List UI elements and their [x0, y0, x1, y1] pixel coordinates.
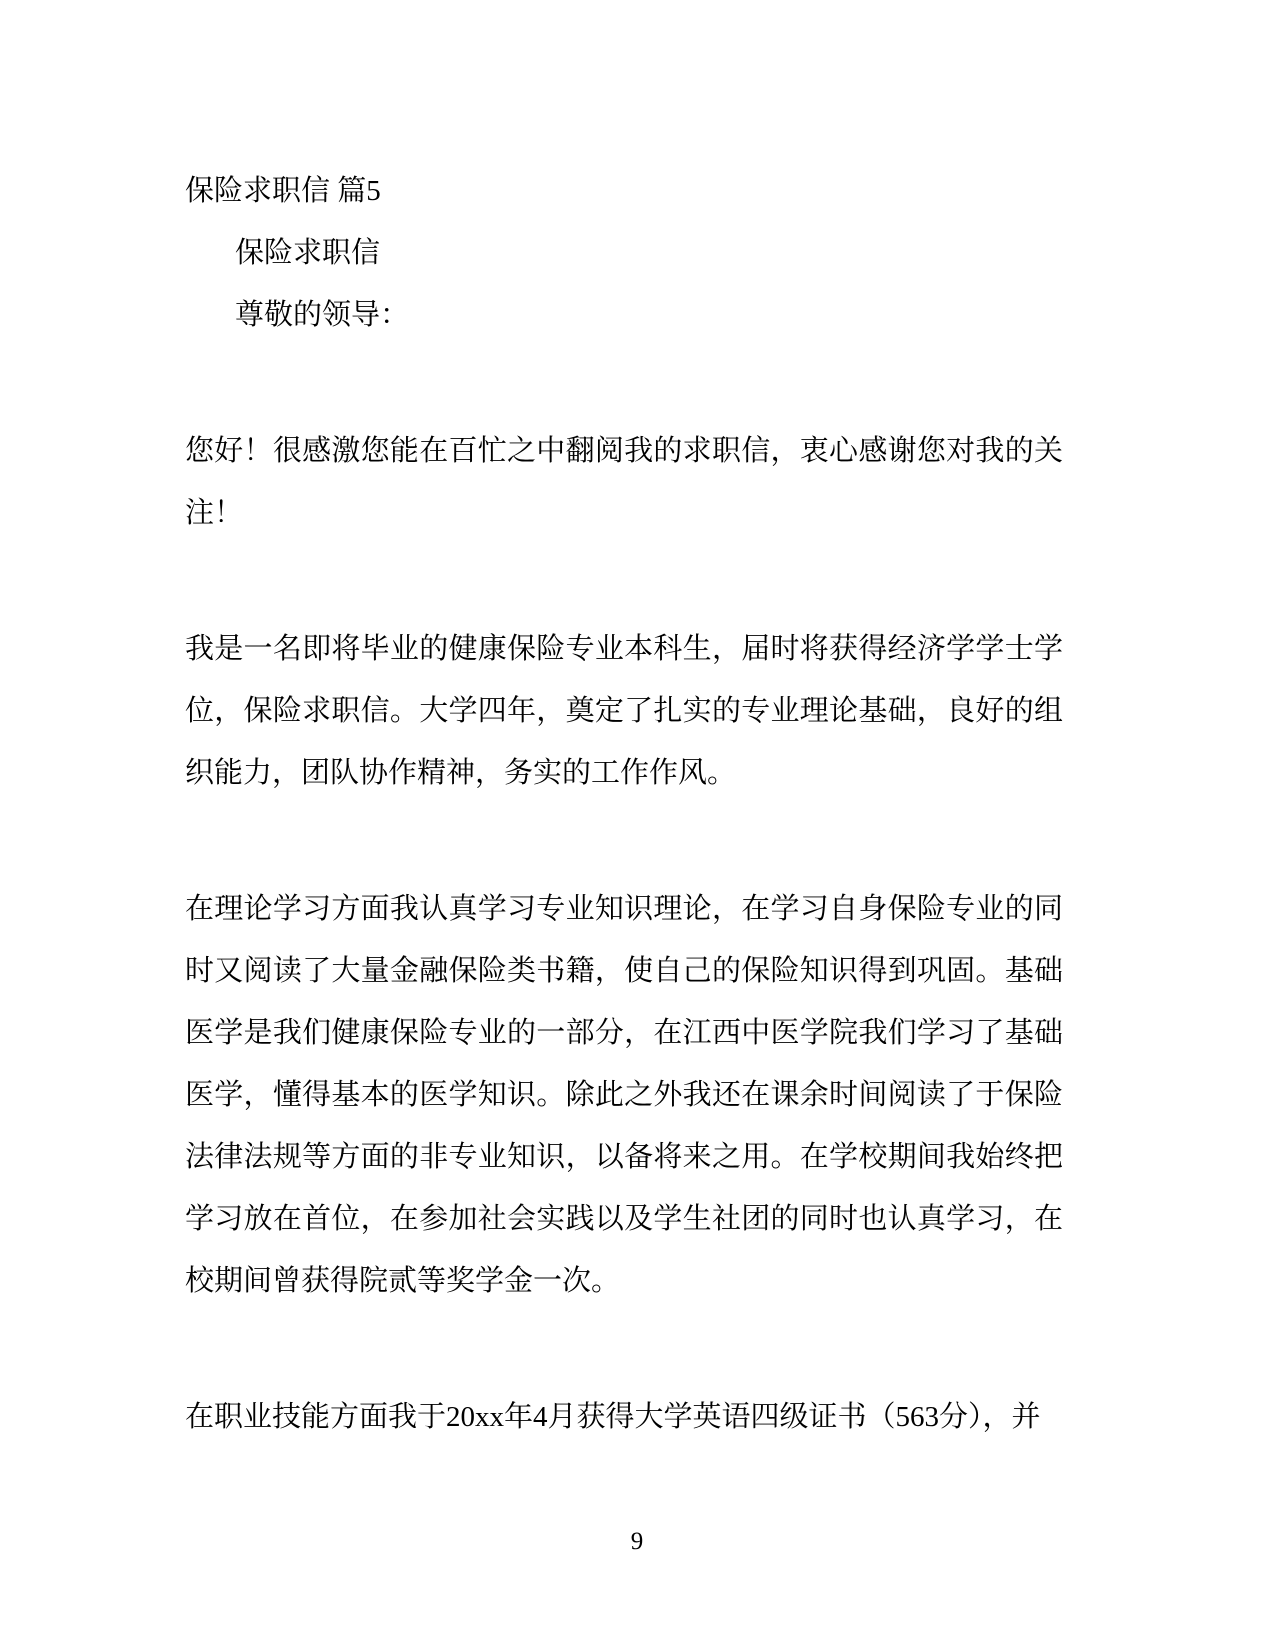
- letter-title: 保险求职信: [235, 237, 381, 269]
- paragraph-skills: 在职业技能方面我于20xx年4月获得大学英语四级证书（563分），并: [185, 1401, 1041, 1433]
- paragraph-greeting: 您好！很感激您能在百忙之中翻阅我的求职信，衷心感谢您对我的关注！: [185, 435, 1063, 529]
- section-heading: 保险求职信 篇5: [185, 175, 381, 207]
- page-number: 9: [630, 1528, 644, 1555]
- paragraph-introduction: 我是一名即将毕业的健康保险专业本科生，届时将获得经济学学士学位，保险求职信。大学四年，奠定了扎实的专业理论基础，良好的组织能力，团队协作精神，务实的工作作风。: [185, 633, 1063, 789]
- paragraph-studies: 在理论学习方面我认真学习专业知识理论，在学习自身保险专业的同时又阅读了大量金融保险类书籍，使自己的保险知识得到巩固。基础医学是我们健康保险专业的一部分，在江西中医学院我们学习了基础医学，懂得基本的医学知识。除此之外我还在课余时间阅读了于保险法律法规等方面的非专业知识，以备将来之用。在学校期间我始终把学习放在首位，在参加社会实践以及学生社团的同时也认真学习，在校期间曾获得院贰等奖学金一次。: [185, 893, 1063, 1297]
- document-content: [185, 160, 1063, 1448]
- letter-salutation: 尊敬的领导：: [235, 299, 410, 331]
